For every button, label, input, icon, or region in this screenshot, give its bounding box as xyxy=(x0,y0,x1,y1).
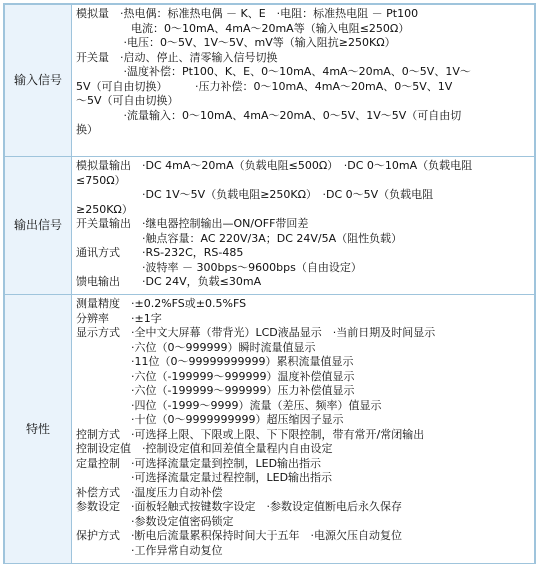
content-line: ·温度补偿：Pt100、K、E、0～10mA、4mA～20mA、0～5V、1V～ xyxy=(76,65,471,78)
content-line: ·波特率 － 300bps～9600bps（自由设定） xyxy=(76,260,362,274)
content-line: ·六位（-199999～999999）压力补偿值显示 xyxy=(76,384,355,397)
section-label-features: 特性 xyxy=(5,295,72,564)
content-line: 保护方式 ·断电后流量累积保持时间大于五年 ·电源欠压自动复位 xyxy=(76,529,402,542)
content-line: ·触点容量：AC 220V/3A；DC 24V/5A（阻性负载） xyxy=(76,231,403,245)
content-line: ·六位（-199999～999999）温度补偿值显示 xyxy=(76,369,355,383)
content-line: ·可选择流量定量过程控制，LED输出指示 xyxy=(76,471,333,484)
section-label-output: 输出信号 xyxy=(5,157,72,295)
content-line: ·电压：0～5V、1V～5V、mV等（输入阻抗≥250KΩ） xyxy=(76,36,396,49)
content-line: 模拟量输出 ·DC 4mA～20mA（负载电阻≤500Ω） ·DC 0～10mA（负载电阻 xyxy=(76,159,473,172)
spec-table xyxy=(4,4,535,564)
section-label-input: 输入信号 xyxy=(5,5,72,157)
content-line: 模拟量 ·热电偶：标准热电偶 － K、E ·电阻：标准热电阻 － Pt100 xyxy=(76,7,419,20)
content-line: 电流：0～10mA、4mA～20mA等（输入电阻≤250Ω） xyxy=(76,21,410,35)
content-line: ≤750Ω） xyxy=(76,173,126,187)
content-line: 5V（可自由切换） ·压力补偿：0～10mA、4mA～20mA、0～5V、1V xyxy=(76,79,453,93)
content-line: 分辨率 ·±1字 xyxy=(76,311,162,325)
content-line: 换） xyxy=(76,123,98,136)
section-content-input xyxy=(72,5,535,157)
content-line: 开关量 ·启动、停止、清零输入信号切换 xyxy=(76,50,278,64)
content-line: 补偿方式 ·温度压力自动补偿 xyxy=(76,485,223,499)
content-line: ·11位（0～99999999999）累积流量值显示 xyxy=(76,355,354,368)
content-line: ·十位（0～9999999999）超压缩因子显示 xyxy=(76,413,344,426)
table-row xyxy=(5,157,535,295)
content-line: 开关量输出 ·继电器控制输出—ON/OFF带回差 xyxy=(76,217,309,230)
content-line: 测量精度 ·±0.2%FS或±0.5%FS xyxy=(76,297,247,310)
content-line: ·六位（0～999999）瞬时流量值显示 xyxy=(76,340,316,354)
content-line: ·四位（-1999～9999）流量（差压、频率）值显示 xyxy=(76,398,382,412)
spec-table-frame xyxy=(3,3,536,564)
table-row xyxy=(5,5,535,157)
content-line: 控制方式 ·可选择上限、下限或上限、下下限控制，带有常开/常闭输出 xyxy=(76,427,425,441)
content-line: ·参数设定值密码锁定 xyxy=(76,514,234,528)
content-line: 通讯方式 ·RS-232C，RS-485 xyxy=(76,246,244,259)
content-line: ≥250KΩ） xyxy=(76,202,133,216)
content-line: 馈电输出 ·DC 24V，负载≤30mA xyxy=(76,275,262,288)
content-line: ·DC 1V～5V（负载电阻≥250KΩ） ·DC 0～5V（负载电阻 xyxy=(76,188,434,201)
content-line: ·流量输入：0～10mA、4mA～20mA、0～5V、1V～5V（可自由切 xyxy=(76,108,462,122)
content-line: ～5V（可自由切换） xyxy=(76,94,179,107)
table-row xyxy=(5,295,535,564)
content-line: 定量控制 ·可选择流量定量到控制，LED输出指示 xyxy=(76,456,322,470)
content-line: 控制设定值 ·控制设定值和回差值全量程内自由设定 xyxy=(76,442,333,455)
content-line: 显示方式 ·全中文大屏幕（带背光）LCD液晶显示 ·当前日期及时间显示 xyxy=(76,326,436,339)
section-content-features xyxy=(72,295,535,564)
content-line: ·工作异常自动复位 xyxy=(76,543,223,557)
content-line: 参数设定 ·面板轻触式按键数字设定 ·参数设定值断电后永久保存 xyxy=(76,500,402,513)
section-content-output xyxy=(72,157,535,295)
